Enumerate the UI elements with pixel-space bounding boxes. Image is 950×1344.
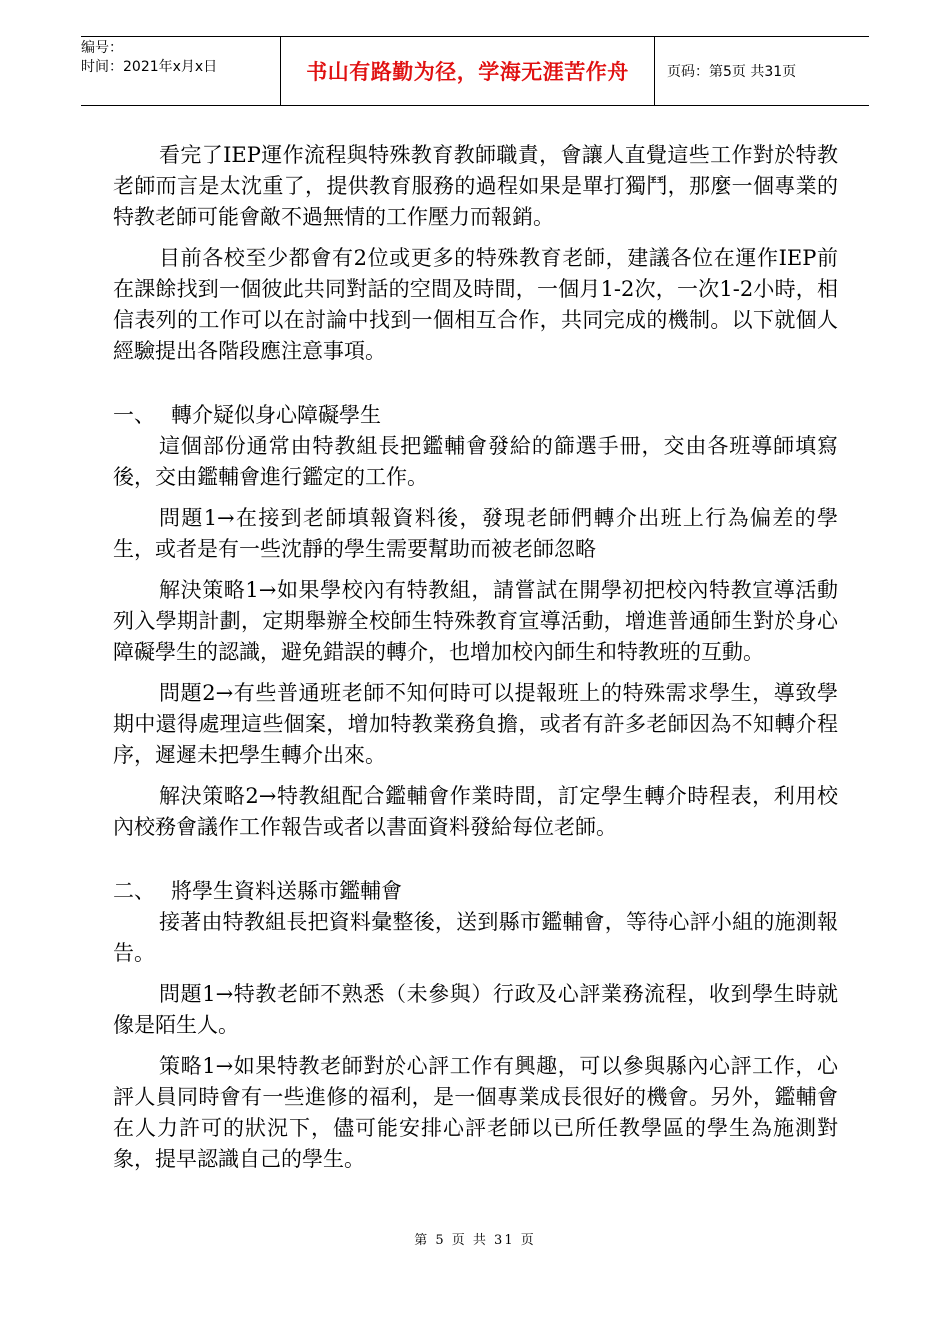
paragraph-intro-2: 目前各校至少都會有2位或更多的特殊教育老師，建議各位在運作IEP前在課餘找到一個彼此共同對話的空間及時間，一個月1-2次，一次1-2小時，相信表列的工作可以在討論中找到一個相互合作，共同完成的機制。以下就個人經驗提出各階段應注意事項。 — [113, 246, 838, 363]
section-1-heading — [113, 400, 838, 431]
section-2-intro: 接著由特教組長把資料彙整後，送到縣市鑑輔會，等待心評小組的施測報告。 — [113, 910, 838, 965]
paragraph-intro-1: 看完了IEP運作流程與特殊教育教師職責，會讓人直覺這些工作對於特教老師而言是太沈重了，提供教育服務的過程如果是單打獨鬥，那麼一個專業的特教老師可能會敵不過無情的工作壓力而報銷。 — [113, 143, 838, 229]
section-2-number: 二、 — [113, 879, 155, 903]
section-1-problem-2: 問題2→有些普通班老師不知何時可以提報班上的特殊需求學生，導致學期中還得處理這些個案，增加特教業務負擔，或者有許多老師因為不知轉介程序，遲遲未把學生轉介出來。 — [113, 681, 838, 767]
section-2-strategy-1: 策略1→如果特教老師對於心評工作有興趣，可以參與縣內心評工作，心評人員同時會有一些進修的福利，是一個專業成長很好的機會。另外，鑑輔會在人力許可的狀況下，儘可能安排心評老師以已所任教學區的學生為施測對象，提早認識自己的學生。 — [113, 1054, 838, 1171]
section-1-intro: 這個部份通常由特教組長把鑑輔會發給的篩選手冊，交由各班導師填寫後，交由鑑輔會進行鑑定的工作。 — [113, 434, 838, 489]
section-1-title: 轉介疑似身心障礙學生 — [171, 403, 381, 427]
section-1-strategy-2: 解決策略2→特教組配合鑑輔會作業時間，訂定學生轉介時程表，利用校內校務會議作工作報告或者以書面資料發給每位老師。 — [113, 784, 838, 839]
section-2-heading — [113, 876, 838, 907]
date-line: 时间：2021年x月x日 — [81, 59, 218, 75]
section-1-problem-1: 問題1→在接到老師填報資料後，發現老師們轉介出班上行為偏差的學生，或者是有一些沈靜的學生需要幫助而被老師忽略 — [113, 506, 838, 561]
header-motto: 书山有路勤为径，学海无涯苦作舟 — [281, 37, 655, 105]
page-header — [81, 36, 869, 106]
header-page-info: 页码：第5页 共31页 — [667, 64, 797, 80]
serial-label: 编号： — [81, 40, 123, 56]
section-2-problem-1: 問題1→特教老師不熟悉（未參與）行政及心評業務流程，收到學生時就像是陌生人。 — [113, 982, 838, 1037]
page-footer: 第 5 页 共 31 页 — [414, 1233, 536, 1248]
section-1-strategy-1: 解決策略1→如果學校內有特教組，請嘗試在開學初把校內特教宣導活動列入學期計劃，定期舉辦全校師生特殊教育宣導活動，增進普通師生對於身心障礙學生的認識，避免錯誤的轉介，也增加校內師生和特教班的互動。 — [113, 578, 838, 664]
section-2-title: 將學生資料送縣市鑑輔會 — [171, 879, 402, 903]
header-meta — [81, 37, 281, 105]
document-body — [113, 140, 838, 1175]
section-1-number: 一、 — [113, 403, 155, 427]
